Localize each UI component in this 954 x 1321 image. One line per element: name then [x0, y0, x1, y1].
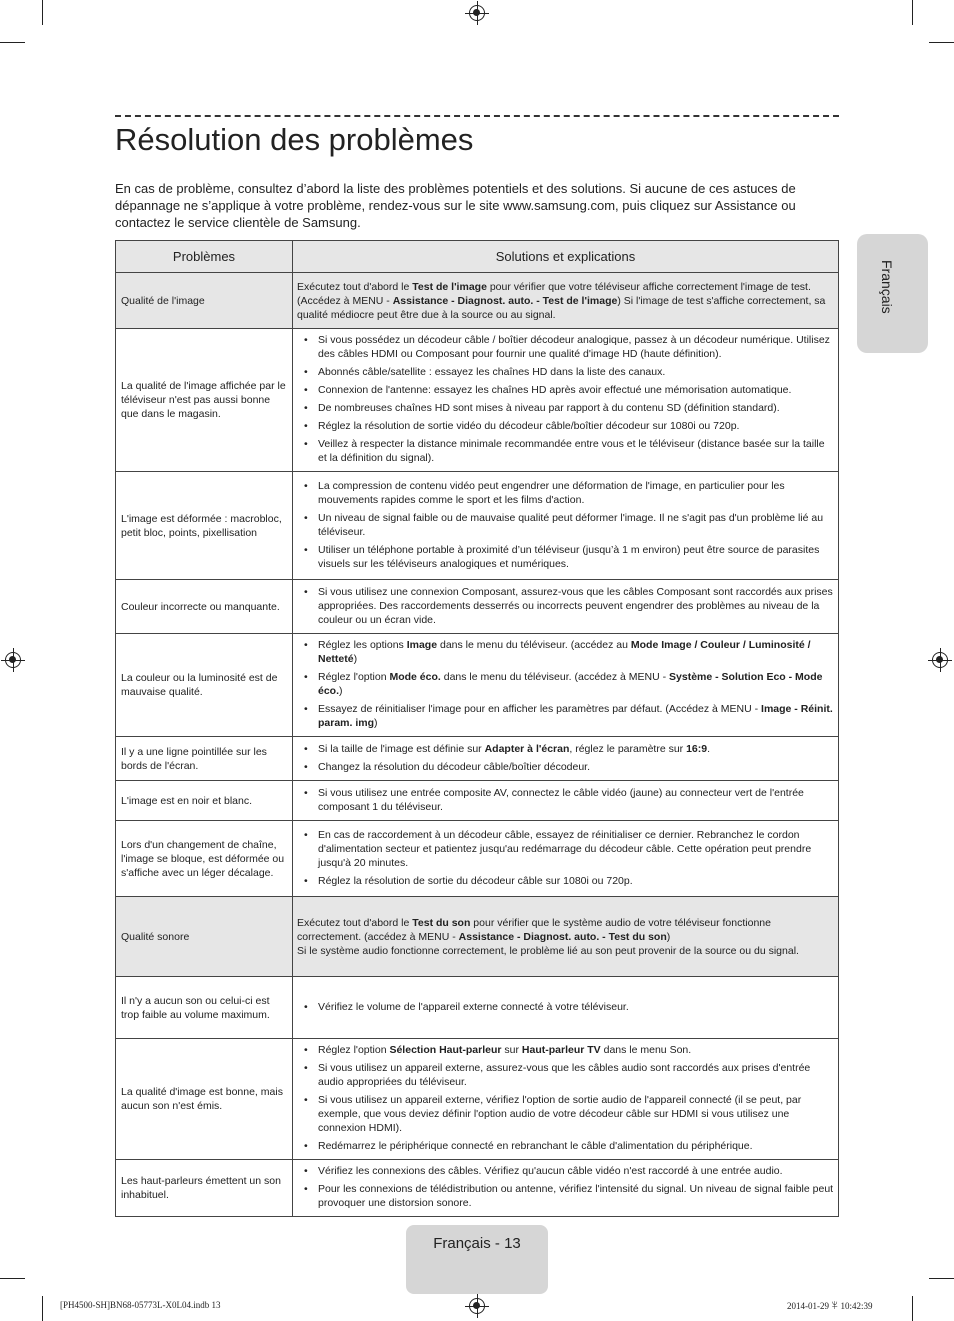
list-item: • La compression de contenu vidéo peut engendrer une déformation de l'image, en particulier pour les mouvements rapides comme le sport et les films d'action. — [297, 479, 834, 507]
list-item: • Si vous utilisez un appareil externe, assurez-vous que les câbles audio sont raccordés aux prises d'entrée audio appropriées du téléviseur. — [297, 1061, 834, 1089]
registration-target-icon — [932, 652, 948, 668]
problem-cell: Il n'y a aucun son ou celui-ci est trop faible au volume maximum. — [116, 977, 293, 1039]
solution-cell: Exécutez tout d'abord le Test du son pour vérifier que le système audio de votre téléviseur fonctionne correctement. (accédez à MENU - Assistance - Diagnost. auto. - Test du son) Si le système audio fonctionne correctement, le problème lié au son peut provenir de la source ou du signal. — [293, 897, 839, 977]
solution-cell — [293, 580, 839, 634]
crop-mark — [929, 42, 954, 43]
problem-cell: L'image est en noir et blanc. — [116, 781, 293, 821]
crop-mark — [912, 0, 913, 25]
table-row — [116, 472, 839, 580]
list-item: • Si vous utilisez une connexion Composant, assurez-vous que les câbles Composant sont raccordés aux prises appropriées. Des raccordements desserrés ou incorrects peuvent engendrer des problèmes au niveau de la couleur ou un écran vide. — [297, 585, 834, 627]
table-row — [116, 897, 839, 977]
table-row — [116, 821, 839, 897]
list-item: • Pour les connexions de télédistribution ou antenne, vérifiez l'intensité du signal. Un niveau de signal faible peut provoquer une distorsion sonore. — [297, 1182, 834, 1210]
list-item: • Réglez la résolution de sortie vidéo du décodeur câble/boîtier décodeur sur 1080i ou 720p. — [297, 419, 834, 433]
solution-cell — [293, 737, 839, 781]
title-divider — [115, 115, 839, 117]
list-item: • Réglez l'option Mode éco. dans le menu du téléviseur. (accédez à MENU - Système - Solution Eco - Mode éco.) — [297, 670, 834, 698]
list-item: • Redémarrez le périphérique connecté en rebranchant le câble d'alimentation du périphérique. — [297, 1139, 834, 1153]
solution-cell — [293, 821, 839, 897]
page-number-tab — [406, 1225, 548, 1294]
registration-target-icon — [469, 1298, 485, 1314]
problem-cell: Qualité de l'image — [116, 273, 293, 329]
troubleshooting-table — [115, 240, 839, 1217]
list-item: • De nombreuses chaînes HD sont mises à niveau par rapport à du contenu SD (définition standard). — [297, 401, 834, 415]
problem-cell: La couleur ou la luminosité est de mauvaise qualité. — [116, 634, 293, 737]
intro-paragraph: En cas de problème, consultez d’abord la liste des problèmes potentiels et des solutions. Si aucune de ces astuces de dépannage ne s’applique à votre problème, rendez-vous sur le site www.samsung.com, puis cliquez sur Assistance ou contactez le service clientèle de Samsung. — [115, 181, 796, 230]
table-row — [116, 977, 839, 1039]
list-item: • Essayez de réinitialiser l'image pour en afficher les paramètres par défaut. (Accédez à MENU - Image - Réinit. param. img) — [297, 702, 834, 730]
registration-target-icon — [469, 5, 485, 21]
solution-cell — [293, 977, 839, 1039]
list-item: • Si vous utilisez une entrée composite AV, connectez le câble vidéo (jaune) au connecteur vert de l'entrée composant 1 du téléviseur. — [297, 786, 834, 814]
list-item: • Veillez à respecter la distance minimale recommandée entre vous et le téléviseur (distance basée sur la taille et la définition du signal). — [297, 437, 834, 465]
crop-mark — [0, 42, 25, 43]
footer-timestamp: 2014-01-29 ꈎ 10:42:39 — [787, 1301, 873, 1311]
crop-mark — [42, 0, 43, 25]
crop-mark — [42, 1296, 43, 1321]
language-side-tab-label: Français — [879, 260, 895, 314]
list-item: • Abonnés câble/satellite : essayez les chaînes HD dans la liste des canaux. — [297, 365, 834, 379]
list-item: • Connexion de l'antenne: essayez les chaînes HD après avoir effectué une mémorisation automatique. — [297, 383, 834, 397]
crop-mark — [912, 1296, 913, 1321]
header-problems: Problèmes — [116, 241, 293, 273]
list-item: • Si la taille de l'image est définie sur Adapter à l'écran, réglez le paramètre sur 16:9. — [297, 742, 834, 756]
registration-target-icon — [5, 652, 21, 668]
crop-mark — [929, 1278, 954, 1279]
list-item: • Si vous possédez un décodeur câble / boîtier décodeur analogique, passez à un décodeur numérique. Utilisez des câbles HDMI ou Composant pour fournir une qualité d'image HD (haute définition). — [297, 333, 834, 361]
list-item: • Vérifiez les connexions des câbles. Vérifiez qu'aucun câble vidéo n'est raccordé à une entrée audio. — [297, 1164, 834, 1178]
list-item: • Un niveau de signal faible ou de mauvaise qualité peut déformer l'image. Il ne s'agit pas d'un problème lié au téléviseur. — [297, 511, 834, 539]
list-item: • Changez la résolution du décodeur câble/boîtier décodeur. — [297, 760, 834, 774]
list-item: • Réglez les options Image dans le menu du téléviseur. (accédez au Mode Image / Couleur / Luminosité / Netteté) — [297, 638, 834, 666]
table-row — [116, 329, 839, 472]
table-row — [116, 737, 839, 781]
solution-cell — [293, 1160, 839, 1217]
problem-cell: Couleur incorrecte ou manquante. — [116, 580, 293, 634]
solution-cell — [293, 781, 839, 821]
footer-file-info: [PH4500-SH]BN68-05773L-X0L04.indb 13 — [60, 1300, 221, 1310]
table-row — [116, 781, 839, 821]
solution-cell — [293, 634, 839, 737]
problem-cell: Qualité sonore — [116, 897, 293, 977]
header-solutions: Solutions et explications — [293, 241, 839, 273]
table-row — [116, 1160, 839, 1217]
list-item: • Réglez la résolution de sortie du décodeur câble sur 1080i ou 720p. — [297, 874, 834, 888]
solution-cell — [293, 329, 839, 472]
table-row — [116, 634, 839, 737]
crop-mark — [0, 1278, 25, 1279]
list-item: • Utiliser un téléphone portable à proximité d’un téléviseur (jusqu’à 1 m environ) peut être source de parasites visuels sur les téléviseurs analogiques et numériques. — [297, 543, 834, 571]
solution-cell: Exécutez tout d'abord le Test de l'image pour vérifier que votre téléviseur affiche correctement l'image de test. (Accédez à MENU - Assistance - Diagnost. auto. - Test de l'image) Si l'image de test s'affiche correctement, sa qualité médiocre peut être due à la source ou au signal. — [293, 273, 839, 329]
list-item: • Vérifiez le volume de l'appareil externe connecté à votre téléviseur. — [297, 1000, 834, 1014]
problem-cell: La qualité d'image est bonne, mais aucun son n'est émis. — [116, 1039, 293, 1160]
table-row — [116, 273, 839, 329]
problem-cell: L'image est déformée : macrobloc, petit bloc, points, pixellisation — [116, 472, 293, 580]
language-side-tab — [857, 234, 928, 353]
solution-cell — [293, 472, 839, 580]
list-item: • En cas de raccordement à un décodeur câble, essayez de réinitialiser ce dernier. Rebranchez le cordon d'alimentation secteur et patientez jusqu'au redémarrage du décodeur câble. Cette opération peut prendre jusqu'à 20 minutes. — [297, 828, 834, 870]
table-row — [116, 1039, 839, 1160]
solution-cell — [293, 1039, 839, 1160]
list-item: • Réglez l'option Sélection Haut-parleur sur Haut-parleur TV dans le menu Son. — [297, 1043, 834, 1057]
table-row — [116, 580, 839, 634]
page-number-label: Français - 13 — [433, 1235, 521, 1252]
problem-cell: Il y a une ligne pointillée sur les bords de l'écran. — [116, 737, 293, 781]
problem-cell: Lors d'un changement de chaîne, l'image se bloque, est déformée ou s'affiche avec un léger décalage. — [116, 821, 293, 897]
problem-cell: Les haut-parleurs émettent un son inhabituel. — [116, 1160, 293, 1217]
problem-cell: La qualité de l'image affichée par le téléviseur n'est pas aussi bonne que dans le magasin. — [116, 329, 293, 472]
page-title: Résolution des problèmes — [115, 122, 474, 157]
list-item: • Si vous utilisez un appareil externe, vérifiez l'option de sortie audio de l'appareil connecté (il se peut, par exemple, que vous deviez définir l'option audio de votre décodeur câble sur HDMI si vous utilisez une connexion HDMI). — [297, 1093, 834, 1135]
